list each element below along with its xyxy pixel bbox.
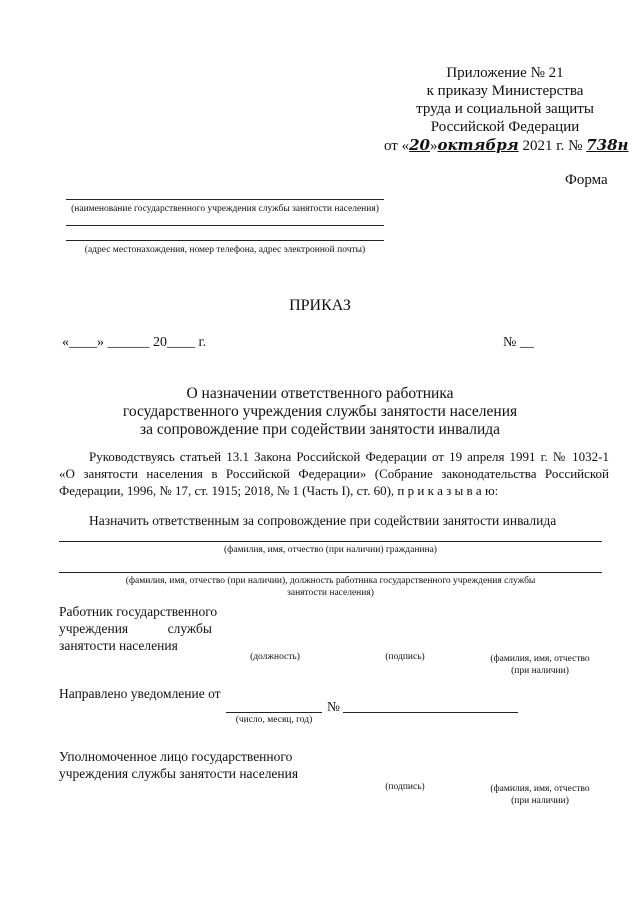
worker-line (59, 572, 602, 573)
appendix-date-line (384, 136, 629, 155)
address-line (66, 240, 384, 241)
caption-fio2-line-2: (при наличии) (511, 796, 569, 806)
citizen-line (59, 541, 602, 542)
appendix-line-2: к приказу Министерства (426, 83, 584, 99)
appoint-text: Назначить ответственным за сопровождение при содействии занятости инвалида (89, 513, 557, 528)
caption-fio2-line-1: (фамилия, имя, отчество (490, 784, 590, 794)
handwritten-day: 20 (409, 136, 430, 154)
subject-line-1: О назначении ответственного работника (186, 385, 454, 402)
institution-name-line (66, 199, 384, 200)
form-label: Форма (565, 172, 608, 188)
caption-fio-line-1: (фамилия, имя, отчество (490, 654, 590, 664)
worker-block-line-3: занятости населения (59, 638, 178, 653)
subject-line-3: за сопровождение при содействии занятости инвалида (139, 421, 501, 438)
notice-number-sign: № (327, 699, 340, 714)
appendix-line-3: труда и социальной защиты (416, 101, 594, 117)
order-title: ПРИКАЗ (289, 297, 351, 314)
notice-date-line (226, 712, 322, 713)
worker-caption-line-1: (фамилия, имя, отчество (при наличии), должность работника государственного учреждения службы (125, 576, 536, 586)
preamble-line-1: Руководствуясь статьей 13.1 Закона Российской Федерации от 19 апреля 1991 г. № 1032-1 (89, 449, 609, 464)
preamble-line-2: «О занятости населения в Российской Федерации» (Собрание законодательства Российской (59, 466, 609, 481)
institution-caption: (наименование государственного учреждения службы занятости населения) (71, 204, 379, 214)
date-quote-close: » (429, 138, 438, 154)
authorized-line-2: учреждения службы занятости населения (59, 766, 299, 781)
notice-date-caption: (число, месяц, год) (235, 715, 313, 725)
worker-block-line-1: Работник государственного (59, 604, 218, 619)
worker-block-line-2: учреждения службы (59, 621, 212, 636)
caption-position: (должность) (250, 652, 300, 662)
notice-label: Направлено уведомление от (59, 686, 221, 701)
date-year: 2021 г. № (522, 138, 583, 154)
date-prefix: от « (384, 138, 410, 154)
date-blank: «____» ______ 20____ г. (62, 335, 207, 350)
number-blank: № __ (503, 335, 534, 350)
preamble-line-3: Федерации, 1996, № 17, ст. 1915; 2018, № 1 (Часть I), ст. 60), п р и к а з ы в а ю: (59, 483, 499, 498)
caption-fio-line-2: (при наличии) (511, 666, 569, 676)
citizen-caption: (фамилия, имя, отчество (при наличии) гражданина) (224, 545, 437, 555)
subject-line-2: государственного учреждения службы занятости населения (122, 403, 518, 420)
worker-caption-line-2: занятости населения) (287, 588, 374, 598)
notice-number-line (343, 712, 518, 713)
appendix-line-1: Приложение № 21 (446, 65, 564, 81)
caption-signature-2: (подпись) (385, 782, 425, 792)
caption-signature: (подпись) (385, 652, 425, 662)
institution-extra-line (66, 225, 384, 226)
handwritten-month: октября (437, 136, 519, 154)
address-caption: (адрес местонахождения, номер телефона, адрес электронной почты) (84, 245, 366, 255)
appendix-line-4: Российской Федерации (430, 119, 580, 135)
handwritten-number: 738н (586, 136, 629, 154)
authorized-line-1: Уполномоченное лицо государственного (59, 749, 293, 764)
